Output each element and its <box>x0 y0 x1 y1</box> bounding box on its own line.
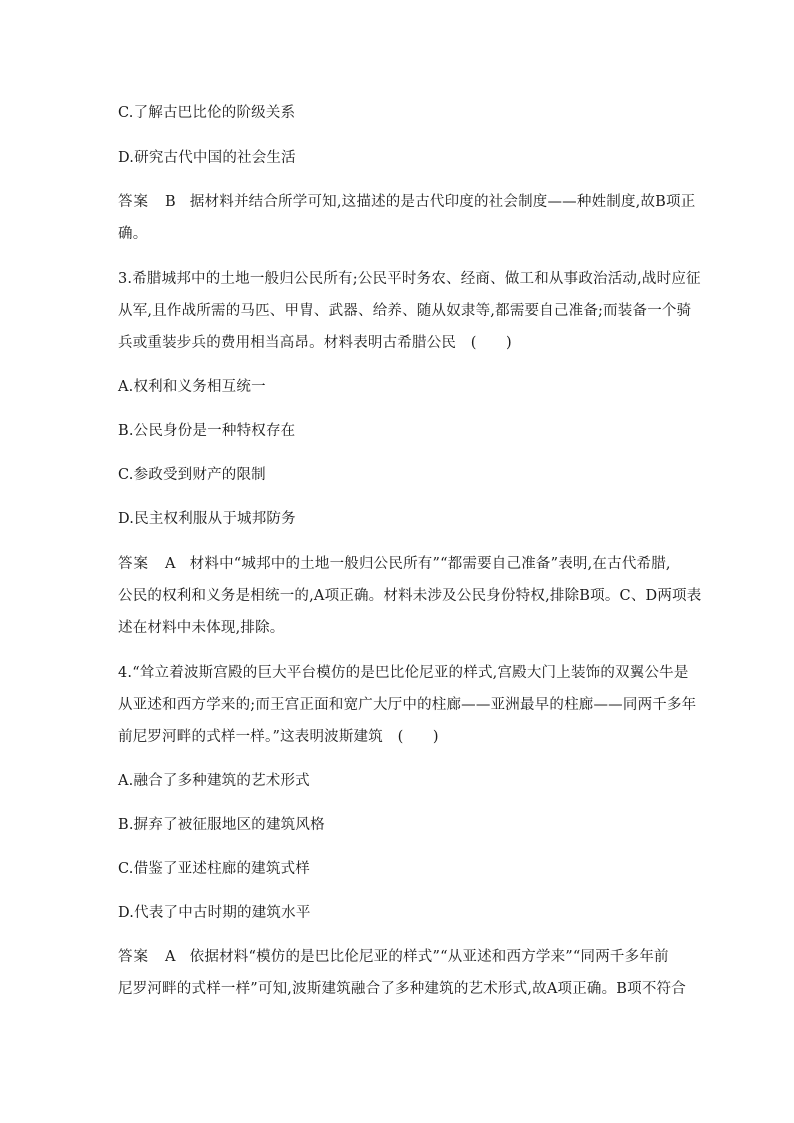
option-a-q3: A.权利和义务相互统一 <box>118 379 266 395</box>
answer-text: 材料中“城邦中的土地一般归公民所有”“都需要自己准备”表明,在古代希腊, <box>189 556 671 572</box>
answer-label: 答案 <box>118 949 149 965</box>
answer-q2-line-2: 确。 <box>118 226 148 242</box>
option-d-q2: D.研究古代中国的社会生活 <box>118 150 296 166</box>
answer-q2-line-1 <box>118 192 696 212</box>
question-3-line-1: 3.希腊城邦中的土地一般归公民所有;公民平时务农、经商、做工和从事政治活动,战时应征 <box>118 271 701 287</box>
answer-label: 答案 <box>118 194 149 210</box>
option-b-q3: B.公民身份是一种特权存在 <box>118 423 296 439</box>
question-4-line-2: 从亚述和西方学来的;而王宫正面和宽广大厅中的柱廊——亚洲最早的柱廊——同两千多年 <box>118 697 697 713</box>
option-d-q3: D.民主权利服从于城邦防务 <box>118 511 296 527</box>
option-c-q2: C.了解古巴比伦的阶级关系 <box>118 105 296 121</box>
answer-letter: A <box>165 556 176 572</box>
option-a-q4: A.融合了多种建筑的艺术形式 <box>118 773 310 789</box>
answer-text: 据材料并结合所学可知,这描述的是古代印度的社会制度——种姓制度,故B项正 <box>189 194 696 210</box>
answer-q3-line-1 <box>118 554 678 574</box>
answer-q3-line-2: 公民的权利和义务是相统一的,A项正确。材料未涉及公民身份特权,排除B项。C、D两项表 <box>118 588 702 604</box>
answer-text: 依据材料“模仿的是巴比伦尼亚的样式”“从亚述和西方学来”“同两千多年前 <box>189 949 669 965</box>
answer-label: 答案 <box>118 556 149 572</box>
question-3-line-3: 兵或重装步兵的费用相当高昂。材料表明古希腊公民 ( ) <box>118 335 512 351</box>
option-c-q4: C.借鉴了亚述柱廊的建筑式样 <box>118 861 310 877</box>
question-4-line-1: 4.“耸立着波斯宫殿的巨大平台模仿的是巴比伦尼亚的样式,宫殿大门上装饰的双翼公牛是 <box>118 665 689 681</box>
answer-q3-line-3: 述在材料中未体现,排除。 <box>118 620 285 636</box>
option-b-q4: B.摒弃了被征服地区的建筑风格 <box>118 817 325 833</box>
option-c-q3: C.参政受到财产的限制 <box>118 467 266 483</box>
answer-q4-line-1 <box>118 947 678 967</box>
answer-letter: B <box>165 194 176 210</box>
question-4-line-3: 前尼罗河畔的式样一样。”这表明波斯建筑 ( ) <box>118 729 439 745</box>
option-d-q4: D.代表了中古时期的建筑水平 <box>118 905 311 921</box>
question-3-line-2: 从军,且作战所需的马匹、甲胄、武器、给养、随从奴隶等,都需要自己准备;而装备一个骑 <box>118 303 692 319</box>
answer-q4-line-2: 尼罗河畔的式样一样”可知,波斯建筑融合了多种建筑的艺术形式,故A项正确。B项不符合 <box>118 981 686 997</box>
answer-letter: A <box>165 949 176 965</box>
